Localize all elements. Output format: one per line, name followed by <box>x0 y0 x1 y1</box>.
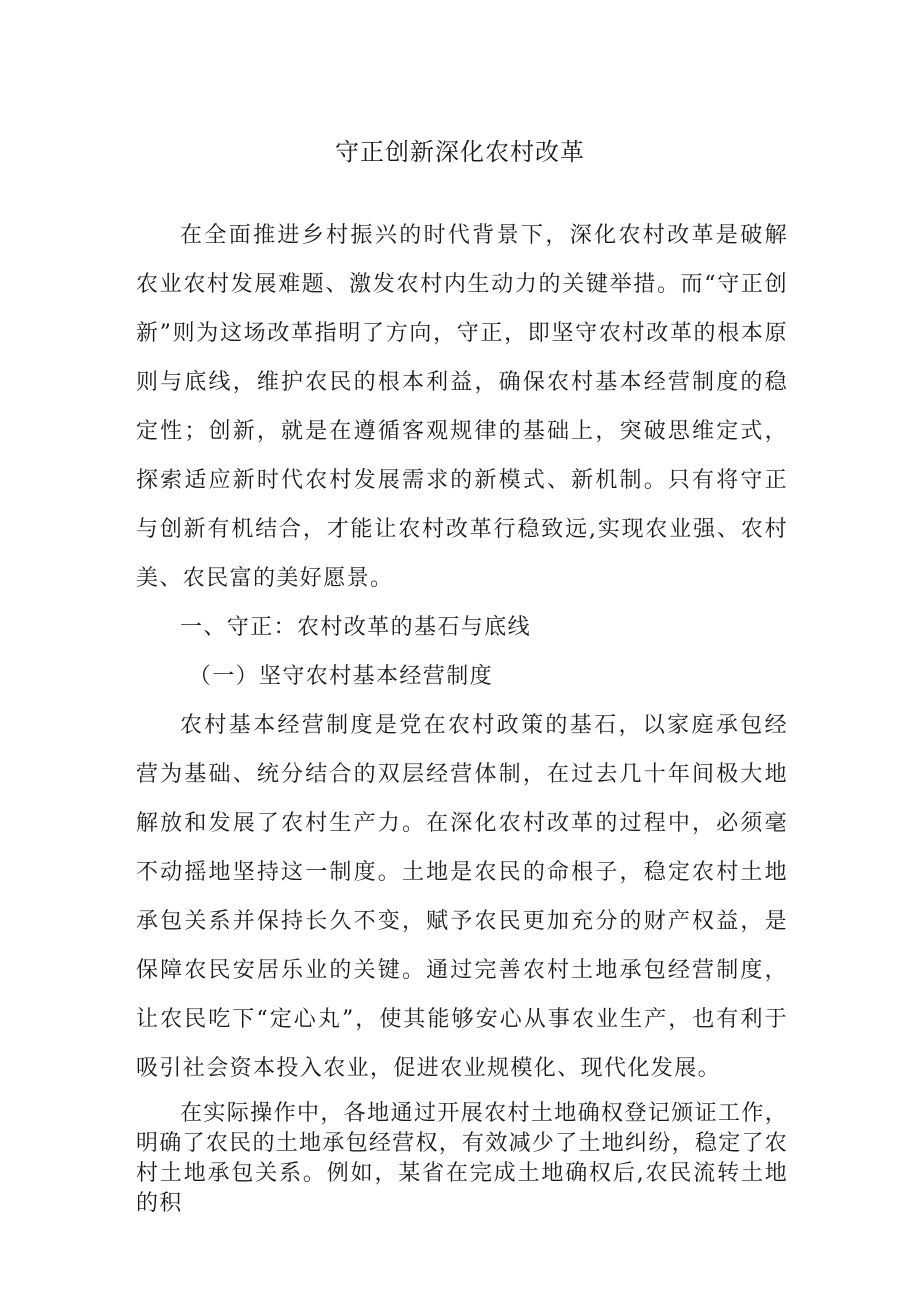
document-body <box>136 211 788 1219</box>
section-heading-1: 一、守正：农村改革的基石与底线 <box>180 615 532 640</box>
paragraph-body-1: 农村基本经营制度是党在农村政策的基石，以家庭承包经营为基础、统分结合的双层经营体制，在过去几十年间极大地解放和发展了农村生产力。在深化农村改革的过程中，必须毫不动摇地坚持这一制度。土地是农民的命根子，稳定农村土地承包关系并保持长久不变，赋予农民更加充分的财产权益，是保障农民安居乐业的关键。通过完善农村土地承包经营制度，让农民吃下“定心丸”，使其能够安心从事农业生产，也有利于吸引社会资本投入农业，促进农业规模化、现代化发展。 <box>136 713 788 1081</box>
subsection-heading-1: （一）坚守农村基本经营制度 <box>188 664 493 689</box>
document-title: 守正创新深化农村改革 <box>335 138 585 166</box>
paragraph-intro: 在全面推进乡村振兴的时代背景下，深化农村改革是破解农业农村发展难题、激发农村内生动力的关键举措。而“守正创新”则为这场改革指明了方向，守正，即坚守农村改革的根本原则与底线，维护农民的根本利益，确保农村基本经营制度的稳定性；创新，就是在遵循客观规律的基础上，突破思维定式，探索适应新时代农村发展需求的新模式、新机制。只有将守正与创新有机结合，才能让农村改革行稳致远,实现农业强、农村美、农民富的美好愿景。 <box>136 223 788 591</box>
paragraph-body-2: 在实际操作中，各地通过开展农村土地确权登记颁证工作，明确了农民的土地承包经营权，有效减少了土地纠纷，稳定了农村土地承包关系。例如，某省在完成土地确权后,农民流转土地的积 <box>136 1101 788 1216</box>
